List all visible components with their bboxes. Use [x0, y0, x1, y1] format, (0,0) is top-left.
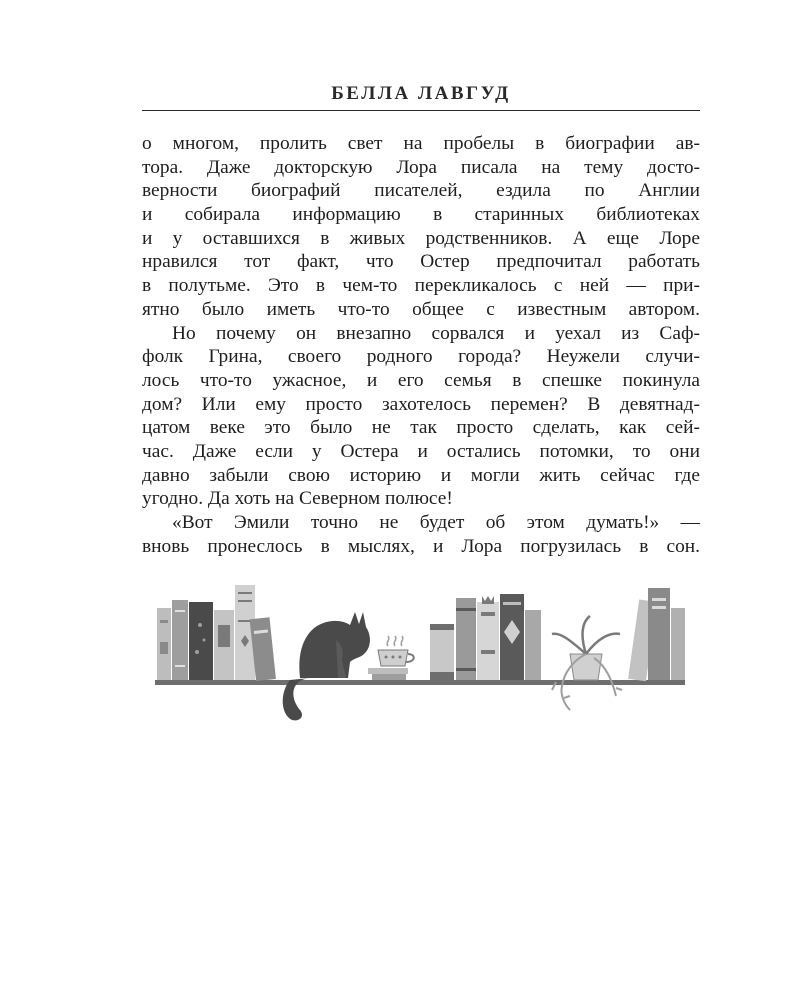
right-books — [430, 594, 541, 680]
text-line: лось что-то ужасное, и его семья в спешке покинула — [142, 369, 700, 391]
bookshelf-illustration — [150, 580, 695, 725]
paragraph-1 — [142, 132, 700, 322]
text-line: и собирала информацию в старинных библиотеках — [142, 204, 700, 226]
potted-plant — [552, 616, 622, 710]
text-line: верности биографий писателей, ездила по Англии — [142, 180, 700, 202]
text-line: цатом веке это было не так просто сделать, как сей- — [142, 417, 700, 439]
text-line: Но почему он внезапно сорвался и уехал из Саф- — [172, 322, 700, 344]
text-line: вновь пронеслось в мыслях, и Лора погрузилась в сон. — [142, 535, 700, 557]
header-author: БЕЛЛА ЛАВГУД — [331, 83, 511, 104]
paragraph-2 — [142, 322, 700, 512]
cat-silhouette — [283, 612, 370, 720]
text-line: фолк Грина, своего родного города? Неужели случи- — [142, 346, 700, 368]
text-line: ятно было иметь что-то общее с известным автором. — [142, 298, 700, 320]
paragraph-3 — [142, 511, 700, 558]
text-line: нравился тот факт, что Остер предпочитал работать — [142, 251, 700, 273]
teacup — [368, 636, 414, 680]
left-books — [157, 585, 276, 681]
text-line: и у оставшихся в живых родственников. А еще Лоре — [142, 227, 700, 249]
text-line: дом? Или ему просто захотелось перемен? В девятнад- — [142, 393, 700, 415]
text-line: час. Даже если у Остера и остались потомки, то они — [142, 440, 700, 462]
text-line: тора. Даже докторскую Лора писала на тему досто- — [142, 156, 700, 178]
text-line: «Вот Эмили точно не будет об этом думать!» — — [172, 512, 700, 533]
running-header — [142, 80, 700, 111]
text-line: давно забыли свою историю и могли жить сейчас где — [142, 464, 700, 486]
far-right-books — [628, 588, 685, 681]
shelf-board — [155, 680, 685, 685]
text-line: в полутьме. Это в чем-то перекликалось с ней — при- — [142, 275, 700, 297]
text-line: о многом, пролить свет на пробелы в биографии ав- — [142, 133, 700, 154]
text-line: угодно. Да хоть на Северном полюсе! — [142, 488, 453, 510]
page-body — [142, 132, 700, 558]
